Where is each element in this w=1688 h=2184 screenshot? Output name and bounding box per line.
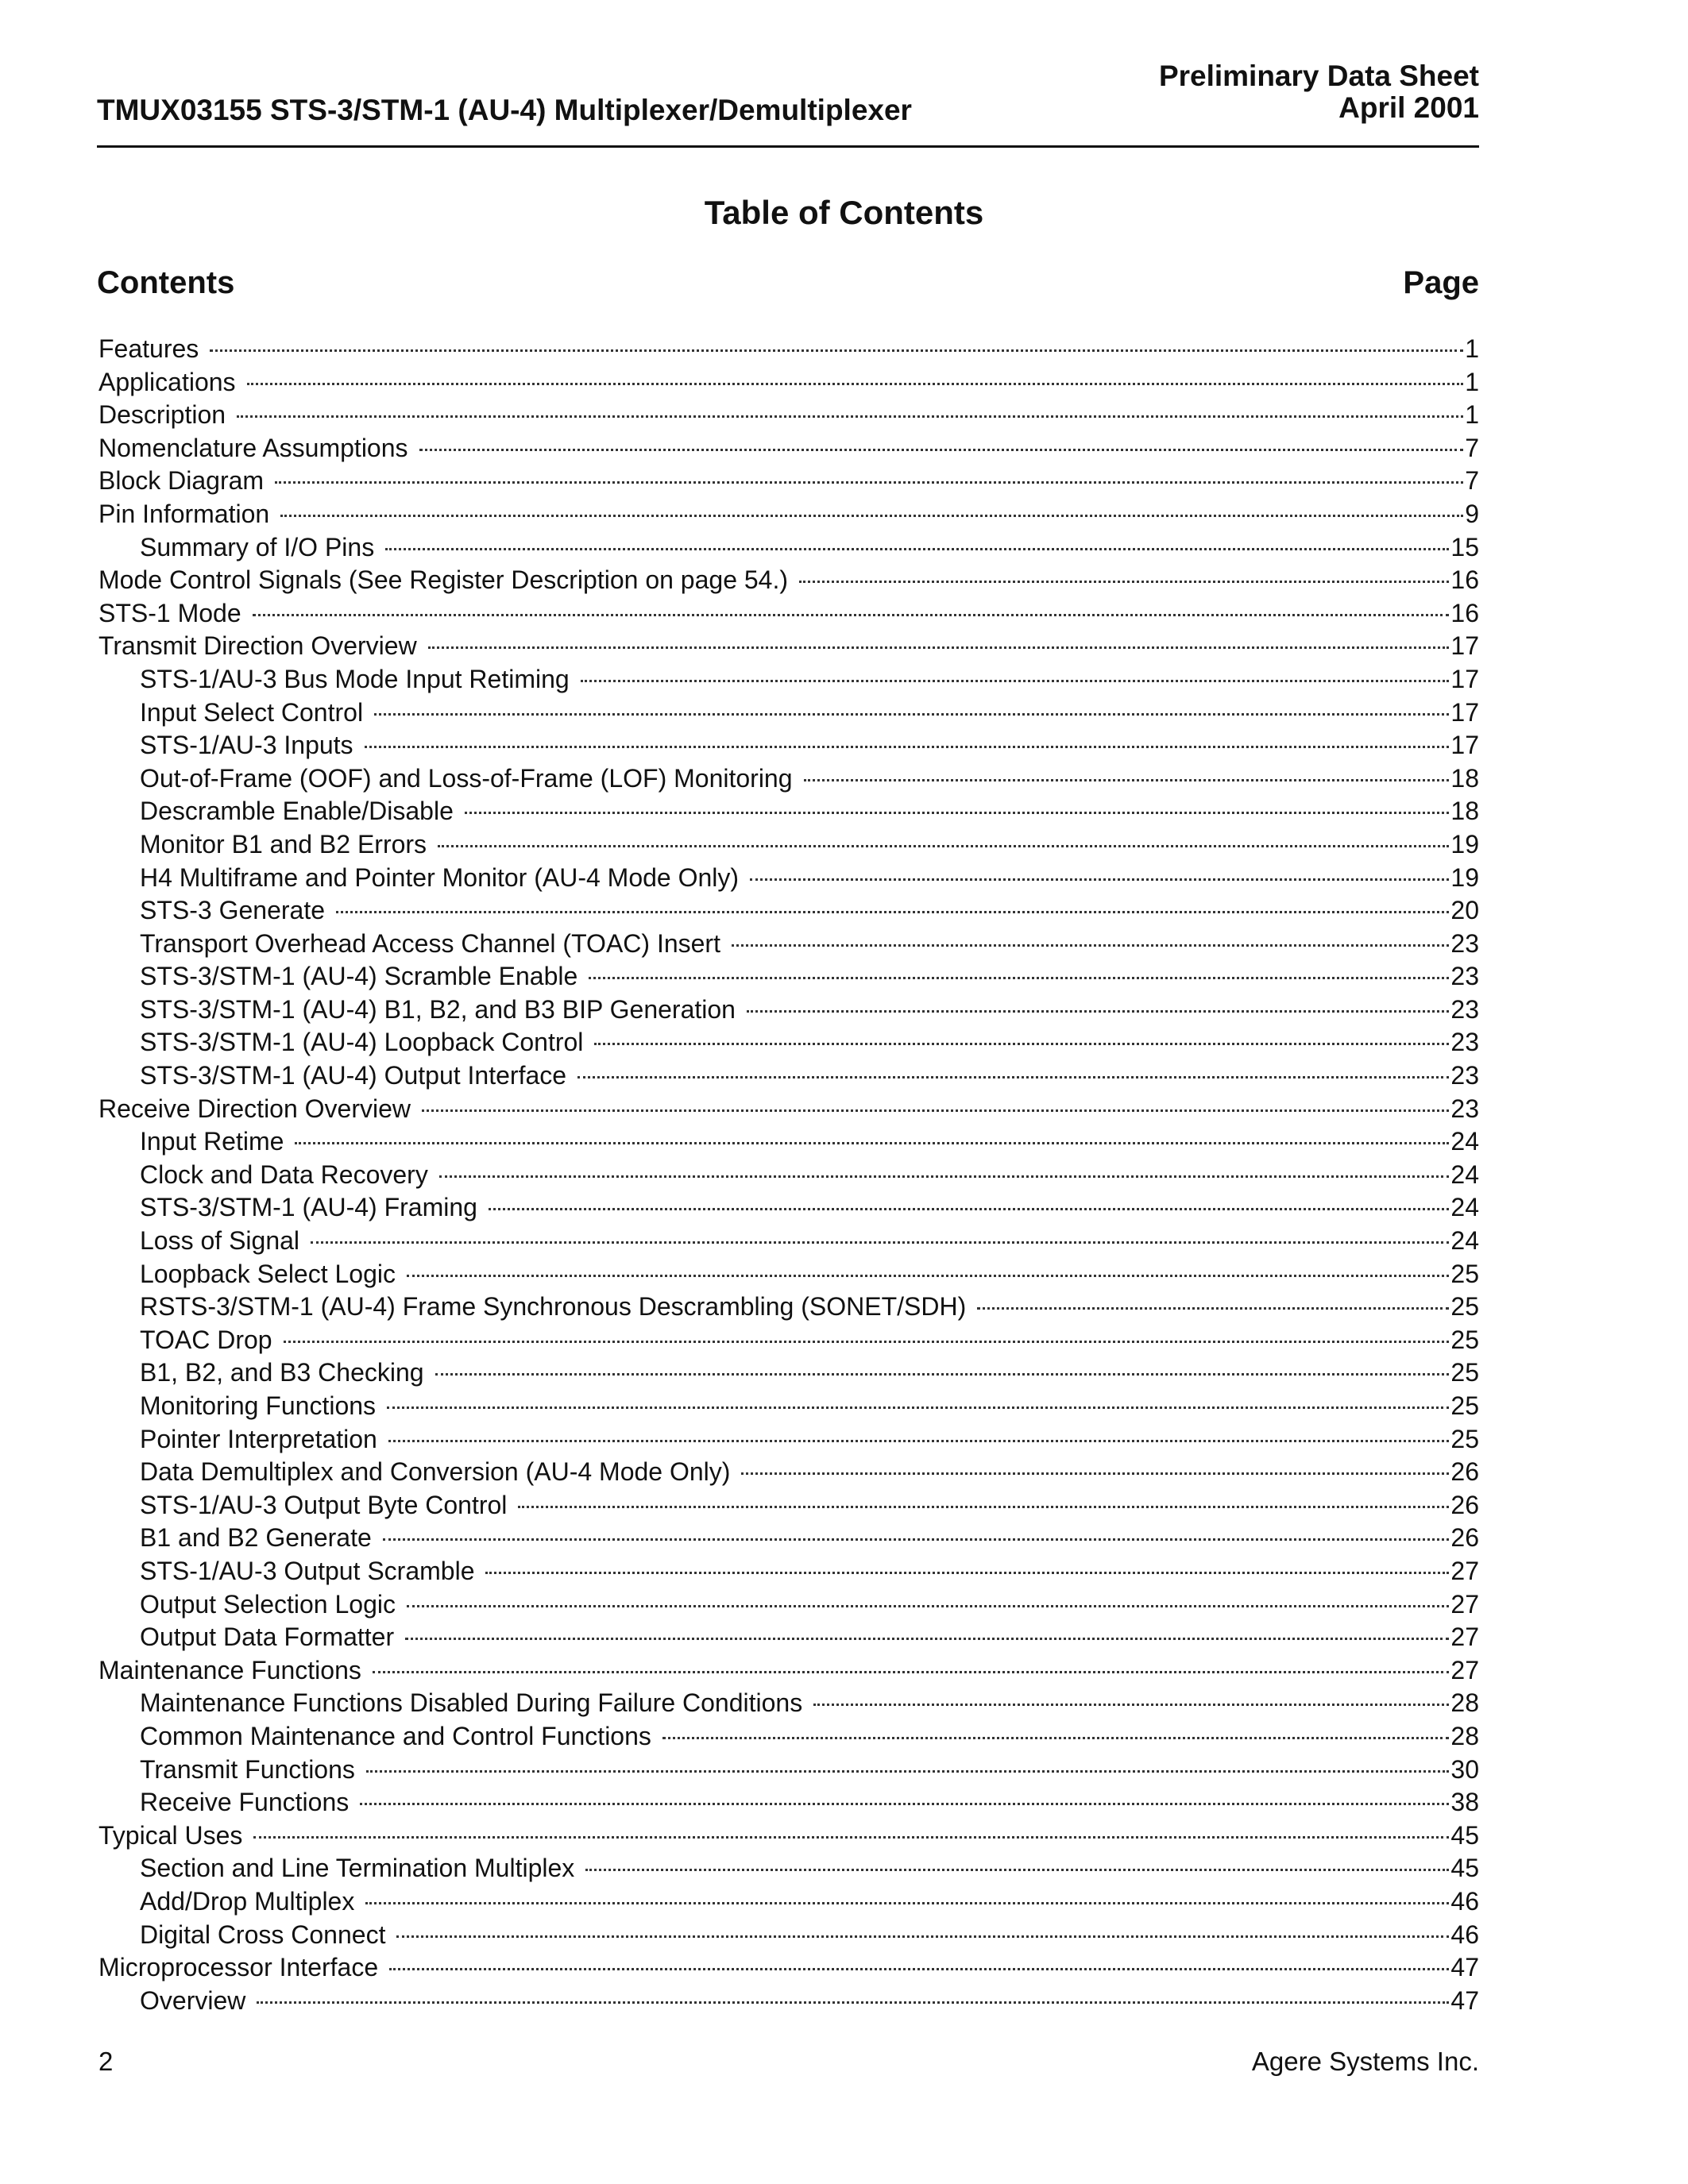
toc-entry-title: STS-3/STM-1 (AU-4) Framing — [140, 1193, 477, 1222]
toc-entry[interactable] — [98, 1754, 1479, 1787]
toc-entry-title: Pointer Interpretation — [140, 1424, 377, 1453]
contents-column-label: Contents — [97, 265, 235, 300]
toc-entry[interactable] — [98, 564, 1479, 597]
toc-entry-title: Digital Cross Connect — [140, 1920, 386, 1949]
dot-leader — [422, 1109, 1449, 1112]
toc-entry[interactable] — [98, 1159, 1479, 1192]
toc-entry-title: B1 and B2 Generate — [140, 1523, 372, 1553]
dot-leader — [373, 1671, 1450, 1673]
toc-entry[interactable] — [98, 960, 1479, 994]
toc-entry-title: Loopback Select Logic — [140, 1259, 396, 1288]
toc-entry-page: 27 — [1450, 1589, 1479, 1619]
document-date: April 2001 — [1338, 91, 1479, 124]
dot-leader — [387, 1406, 1449, 1409]
toc-entry-title: Receive Functions — [140, 1788, 350, 1817]
toc-entry[interactable] — [98, 1786, 1479, 1819]
toc-entry-page: 16 — [1450, 565, 1479, 595]
toc-entry-title: STS-3/STM-1 (AU-4) Output Interface — [140, 1061, 567, 1090]
toc-entry[interactable] — [98, 1654, 1479, 1688]
toc-entry[interactable] — [98, 1489, 1479, 1522]
toc-entry[interactable] — [98, 729, 1479, 762]
toc-entry-title: B1, B2, and B3 Checking — [140, 1358, 424, 1387]
toc-list — [98, 333, 1479, 2017]
toc-entry[interactable] — [98, 1291, 1479, 1324]
toc-entry-page: 26 — [1450, 1490, 1479, 1519]
toc-entry-title: Overview — [140, 1985, 246, 2015]
toc-entry[interactable] — [98, 1588, 1479, 1622]
toc-entry[interactable] — [98, 1324, 1479, 1357]
toc-entry[interactable] — [98, 1522, 1479, 1555]
dot-leader — [741, 1472, 1449, 1475]
dot-leader — [284, 1341, 1450, 1343]
toc-entry-title: STS-1 Mode — [98, 598, 241, 627]
toc-entry-title: Maintenance Functions — [98, 1655, 361, 1684]
toc-entry[interactable] — [98, 762, 1479, 796]
toc-entry-page: 38 — [1450, 1788, 1479, 1817]
dot-leader — [280, 515, 1463, 517]
toc-entry-page: 26 — [1450, 1457, 1479, 1487]
toc-entry-page: 25 — [1450, 1391, 1479, 1420]
toc-entry[interactable] — [98, 1059, 1479, 1093]
toc-entry-page: 25 — [1450, 1259, 1479, 1288]
dot-leader — [662, 1737, 1450, 1739]
toc-entry[interactable] — [98, 828, 1479, 862]
dot-leader — [257, 2001, 1449, 2004]
dot-leader — [374, 713, 1449, 716]
dot-leader — [247, 383, 1464, 385]
header-divider — [97, 145, 1479, 148]
toc-entry-title: STS-1/AU-3 Output Scramble — [140, 1556, 475, 1585]
toc-entry-page: 23 — [1450, 962, 1479, 991]
toc-entry-page: 23 — [1450, 1061, 1479, 1090]
toc-entry-title: Description — [98, 400, 226, 430]
dot-leader — [388, 1440, 1450, 1442]
toc-entry[interactable] — [98, 1819, 1479, 1853]
toc-entry-title: STS-3/STM-1 (AU-4) B1, B2, and B3 BIP Generation — [140, 994, 736, 1024]
toc-entry[interactable] — [98, 1125, 1479, 1159]
dot-leader — [518, 1506, 1449, 1508]
dot-leader — [577, 1076, 1449, 1078]
toc-entry-title: Add/Drop Multiplex — [140, 1886, 355, 1916]
toc-entry[interactable] — [98, 333, 1479, 366]
dot-leader — [804, 779, 1450, 781]
dot-leader — [439, 1175, 1450, 1178]
dot-leader — [438, 845, 1449, 847]
toc-entry[interactable] — [98, 1919, 1479, 1952]
toc-entry-title: Block Diagram — [98, 466, 265, 496]
toc-entry-title: Summary of I/O Pins — [140, 532, 375, 561]
toc-entry[interactable] — [98, 1985, 1479, 2018]
toc-entry-title: STS-1/AU-3 Bus Mode Input Retiming — [140, 664, 570, 693]
dot-leader — [747, 1010, 1449, 1013]
document-status: Preliminary Data Sheet — [1158, 60, 1479, 92]
dot-leader — [489, 1208, 1449, 1210]
dot-leader — [585, 1869, 1449, 1871]
toc-entry-title: Descramble Enable/Disable — [140, 797, 454, 826]
toc-entry-page: 17 — [1450, 631, 1479, 661]
toc-entry-page: 17 — [1450, 697, 1479, 727]
toc-entry-title: STS-1/AU-3 Output Byte Control — [140, 1490, 508, 1519]
toc-entry-title: Output Data Formatter — [140, 1623, 395, 1652]
dot-leader — [253, 614, 1450, 616]
toc-entry[interactable] — [98, 531, 1479, 565]
dot-leader — [435, 1373, 1450, 1376]
dot-leader — [253, 1836, 1449, 1839]
toc-entry-page: 24 — [1450, 1127, 1479, 1156]
dot-leader — [485, 1572, 1449, 1574]
toc-entry[interactable] — [98, 795, 1479, 828]
dot-leader — [428, 646, 1450, 649]
dot-leader — [750, 878, 1449, 881]
toc-entry-page: 19 — [1450, 862, 1479, 892]
toc-entry-title: Monitor B1 and B2 Errors — [140, 829, 427, 859]
toc-entry[interactable] — [98, 862, 1479, 895]
toc-entry-title: Loss of Signal — [140, 1226, 300, 1256]
toc-entry-title: Microprocessor Interface — [98, 1953, 379, 1982]
toc-entry-title: STS-1/AU-3 Inputs — [140, 731, 353, 760]
toc-entry-title: Features — [98, 334, 199, 363]
toc-entry-page: 23 — [1450, 928, 1479, 958]
toc-entry-page: 28 — [1450, 1688, 1479, 1718]
toc-heading: Table of Contents — [704, 194, 984, 231]
toc-entry[interactable] — [98, 894, 1479, 928]
toc-entry[interactable] — [98, 465, 1479, 498]
toc-entry-page: 7 — [1465, 466, 1479, 496]
dot-leader — [237, 415, 1463, 418]
toc-entry[interactable] — [98, 1423, 1479, 1457]
dot-leader — [311, 1241, 1449, 1244]
dot-leader — [365, 1902, 1449, 1904]
toc-entry-title: Transport Overhead Access Channel (TOAC) Insert — [140, 928, 720, 958]
toc-entry[interactable] — [98, 1852, 1479, 1885]
toc-entry-page: 25 — [1450, 1424, 1479, 1453]
toc-entry-page: 45 — [1450, 1820, 1479, 1850]
toc-entry-page: 28 — [1450, 1721, 1479, 1750]
toc-entry-page: 17 — [1450, 731, 1479, 760]
toc-entry-title: Receive Direction Overview — [98, 1094, 411, 1123]
toc-entry[interactable] — [98, 432, 1479, 465]
dot-leader — [594, 1043, 1449, 1045]
toc-entry-title: Transmit Functions — [140, 1754, 355, 1784]
document-status-block — [1159, 60, 1479, 124]
dot-leader — [407, 1275, 1449, 1277]
toc-entry-title: Input Retime — [140, 1127, 284, 1156]
toc-entry-page: 25 — [1450, 1325, 1479, 1354]
toc-entry-title: STS-3/STM-1 (AU-4) Scramble Enable — [140, 962, 578, 991]
toc-entry-page: 47 — [1450, 1985, 1479, 2015]
toc-entry-title: STS-3 Generate — [140, 896, 325, 925]
toc-entry-page: 16 — [1450, 598, 1479, 627]
toc-entry[interactable] — [98, 994, 1479, 1027]
dot-leader — [396, 1935, 1449, 1938]
dot-leader — [383, 1538, 1450, 1541]
toc-entry-title: Output Selection Logic — [140, 1589, 396, 1619]
dot-leader — [799, 581, 1449, 583]
toc-entry[interactable] — [98, 1687, 1479, 1720]
toc-entry-title: H4 Multiframe and Pointer Monitor (AU-4 Mode Only) — [140, 862, 740, 892]
toc-entry[interactable] — [98, 1356, 1479, 1390]
toc-entry-page: 46 — [1450, 1886, 1479, 1916]
page-footer — [97, 2044, 1479, 2079]
toc-entry-page: 27 — [1450, 1655, 1479, 1684]
toc-entry-page: 1 — [1465, 334, 1479, 363]
dot-leader — [465, 812, 1450, 814]
toc-entry[interactable] — [98, 630, 1479, 663]
toc-entry-title: Out-of-Frame (OOF) and Loss-of-Frame (LOF) Monitoring — [140, 763, 793, 793]
toc-entry-title: Clock and Data Recovery — [140, 1160, 428, 1189]
dot-leader — [589, 977, 1449, 979]
toc-entry[interactable] — [98, 1093, 1479, 1126]
toc-entry[interactable] — [98, 399, 1479, 432]
toc-entry-page: 27 — [1450, 1556, 1479, 1585]
toc-entry[interactable] — [98, 597, 1479, 631]
toc-entry[interactable] — [98, 1621, 1479, 1654]
toc-entry-page: 30 — [1450, 1754, 1479, 1784]
toc-entry-page: 45 — [1450, 1854, 1479, 1883]
dot-leader — [732, 944, 1449, 947]
dot-leader — [389, 1968, 1449, 1970]
toc-entry-page: 20 — [1450, 896, 1479, 925]
toc-entry-page: 24 — [1450, 1226, 1479, 1256]
dot-leader — [275, 481, 1463, 484]
page-header — [97, 60, 1479, 148]
toc-entry-page: 25 — [1450, 1292, 1479, 1322]
toc-entry-page: 24 — [1450, 1160, 1479, 1189]
dot-leader — [366, 1770, 1450, 1773]
toc-entry-page: 19 — [1450, 829, 1479, 859]
toc-entry-title: Input Select Control — [140, 697, 364, 727]
toc-entry-page: 27 — [1450, 1623, 1479, 1652]
toc-entry-page: 46 — [1450, 1920, 1479, 1949]
toc-entry-title: Common Maintenance and Control Functions — [140, 1721, 651, 1750]
dot-leader — [336, 911, 1449, 913]
toc-entry-title: Monitoring Functions — [140, 1391, 377, 1420]
toc-entry[interactable] — [98, 1225, 1479, 1258]
dot-leader — [295, 1142, 1449, 1144]
toc-entry-page: 1 — [1465, 400, 1479, 430]
toc-entry-title: Section and Line Termination Multiplex — [140, 1854, 575, 1883]
toc-entry[interactable] — [98, 1456, 1479, 1489]
toc-entry[interactable] — [98, 1555, 1479, 1588]
document-title: TMUX03155 STS-3/STM-1 (AU-4) Multiplexer/Demultiplexer — [97, 94, 912, 126]
toc-entry-page: 9 — [1465, 499, 1479, 528]
toc-entry[interactable] — [98, 928, 1479, 961]
toc-entry-page: 23 — [1450, 1094, 1479, 1123]
toc-entry-title: Data Demultiplex and Conversion (AU-4 Mode Only) — [140, 1457, 731, 1487]
toc-entry[interactable] — [98, 1951, 1479, 1985]
footer-company: Agere Systems Inc. — [1251, 2047, 1479, 2076]
footer-page-number: 2 — [98, 2047, 114, 2076]
toc-entry-page: 15 — [1450, 532, 1479, 561]
toc-entry-page: 24 — [1450, 1193, 1479, 1222]
toc-entry-page: 47 — [1450, 1953, 1479, 1982]
toc-entry-title: RSTS-3/STM-1 (AU-4) Frame Synchronous Descrambling (SONET/SDH) — [140, 1292, 967, 1322]
toc-column-headers — [97, 263, 1479, 303]
toc-entry[interactable] — [98, 366, 1479, 399]
toc-entry-title: Nomenclature Assumptions — [98, 433, 408, 462]
toc-entry[interactable] — [98, 1258, 1479, 1291]
dot-leader — [405, 1638, 1449, 1640]
toc-entry-page: 26 — [1450, 1523, 1479, 1553]
toc-entry[interactable] — [98, 1720, 1479, 1754]
toc-entry-page: 18 — [1450, 763, 1479, 793]
page-column-label: Page — [1403, 265, 1479, 300]
toc-entry-page: 17 — [1450, 664, 1479, 693]
dot-leader — [360, 1803, 1449, 1805]
toc-entry-page: 1 — [1465, 367, 1479, 396]
toc-entry[interactable] — [98, 1390, 1479, 1423]
toc-entry[interactable] — [98, 663, 1479, 696]
toc-entry[interactable] — [98, 1026, 1479, 1059]
dot-leader — [419, 449, 1464, 451]
dot-leader — [385, 548, 1449, 550]
toc-entry-title: TOAC Drop — [140, 1325, 272, 1354]
dot-leader — [977, 1307, 1449, 1310]
toc-entry[interactable] — [98, 1885, 1479, 1919]
toc-entry-page: 18 — [1450, 797, 1479, 826]
dot-leader — [365, 746, 1450, 748]
toc-entry-title: Mode Control Signals (See Register Description on page 54.) — [98, 565, 789, 595]
dot-leader — [813, 1704, 1449, 1706]
dot-leader — [210, 349, 1463, 352]
toc-entry-page: 23 — [1450, 1028, 1479, 1057]
toc-entry[interactable] — [98, 696, 1479, 730]
toc-entry-title: Typical Uses — [98, 1820, 243, 1850]
toc-entry-title: Applications — [98, 367, 236, 396]
toc-entry-page: 25 — [1450, 1358, 1479, 1387]
toc-entry[interactable] — [98, 498, 1479, 531]
toc-entry-title: Pin Information — [98, 499, 270, 528]
dot-leader — [581, 680, 1450, 682]
toc-entry-title: STS-3/STM-1 (AU-4) Loopback Control — [140, 1028, 584, 1057]
toc-entry-page: 7 — [1465, 433, 1479, 462]
toc-entry-title: Transmit Direction Overview — [98, 631, 417, 661]
toc-entry-title: Maintenance Functions Disabled During Failure Conditions — [140, 1688, 803, 1718]
toc-entry-page: 23 — [1450, 994, 1479, 1024]
toc-entry[interactable] — [98, 1191, 1479, 1225]
dot-leader — [407, 1605, 1449, 1607]
